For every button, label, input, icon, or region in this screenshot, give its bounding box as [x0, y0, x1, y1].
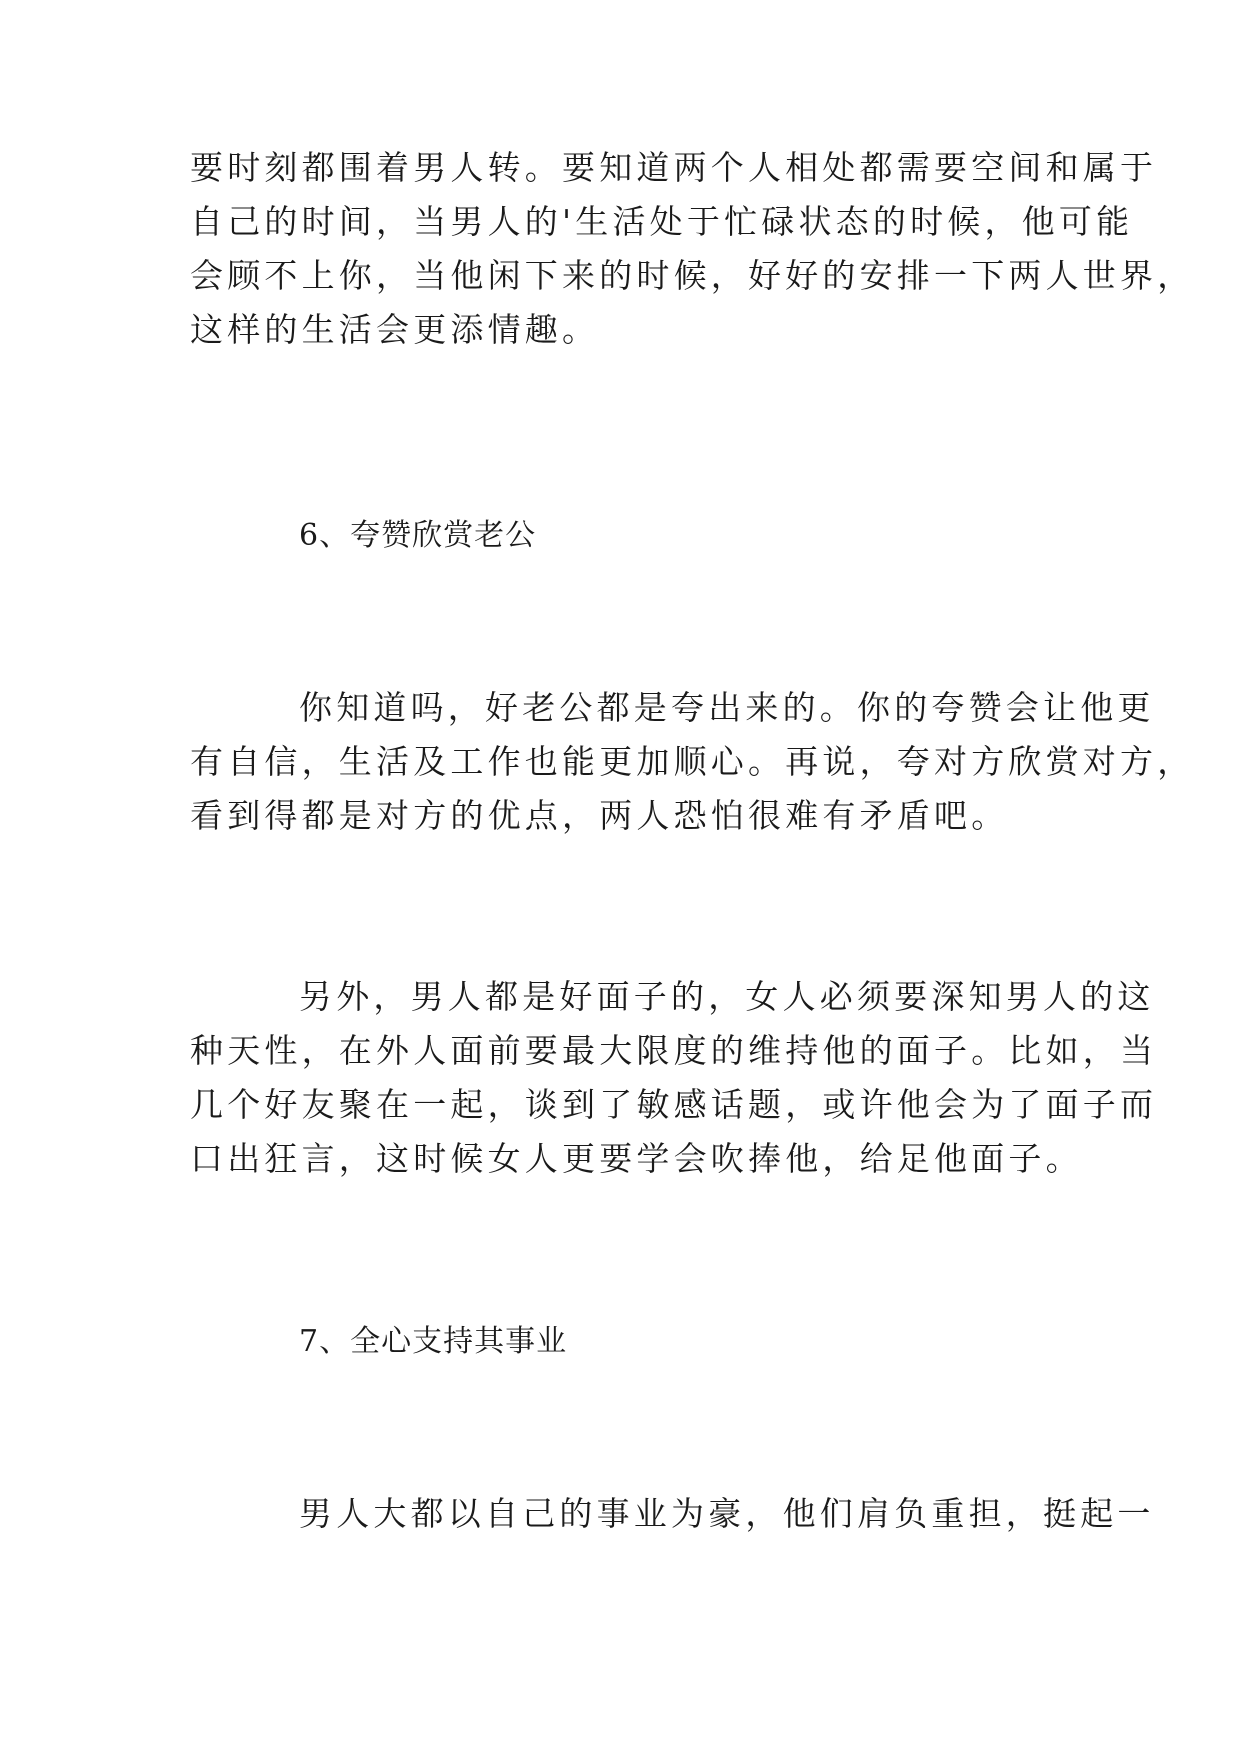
- paragraph-3-line-3: 几个好友聚在一起，谈到了敏感话题，或许他会为了面子而: [190, 1085, 1158, 1124]
- paragraph-1-line-2: 自己的时间，当男人的'生活处于忙碌状态的时候，他可能: [190, 202, 1134, 241]
- paragraph-1-line-1: 要时刻都围着男人转。要知道两个人相处都需要空间和属于: [190, 148, 1158, 187]
- paragraph-3-line-1: 另外，男人都是好面子的，女人必须要深知男人的这: [299, 977, 1155, 1016]
- paragraph-3-line-4: 口出狂言，这时候女人更要学会吹捧他，给足他面子。: [190, 1139, 1083, 1178]
- paragraph-2-line-3: 看到得都是对方的优点，两人恐怕很难有矛盾吧。: [190, 796, 1009, 835]
- paragraph-2-line-2: 有自信，生活及工作也能更加顺心。再说，夸对方欣赏对方，: [190, 742, 1195, 781]
- section-heading-6: 6、夸赞欣赏老公: [299, 518, 537, 553]
- paragraph-1-line-4: 这样的生活会更添情趣。: [190, 310, 600, 349]
- paragraph-1-line-3: 会顾不上你，当他闲下来的时候，好好的安排一下两人世界，: [190, 256, 1195, 295]
- paragraph-2-line-1: 你知道吗，好老公都是夸出来的。你的夸赞会让他更: [299, 688, 1155, 727]
- paragraph-4-line-1: 男人大都以自己的事业为豪，他们肩负重担，挺起一: [299, 1494, 1155, 1533]
- paragraph-3-line-2: 种天性，在外人面前要最大限度的维持他的面子。比如，当: [190, 1031, 1158, 1070]
- section-heading-7: 7、全心支持其事业: [299, 1324, 568, 1359]
